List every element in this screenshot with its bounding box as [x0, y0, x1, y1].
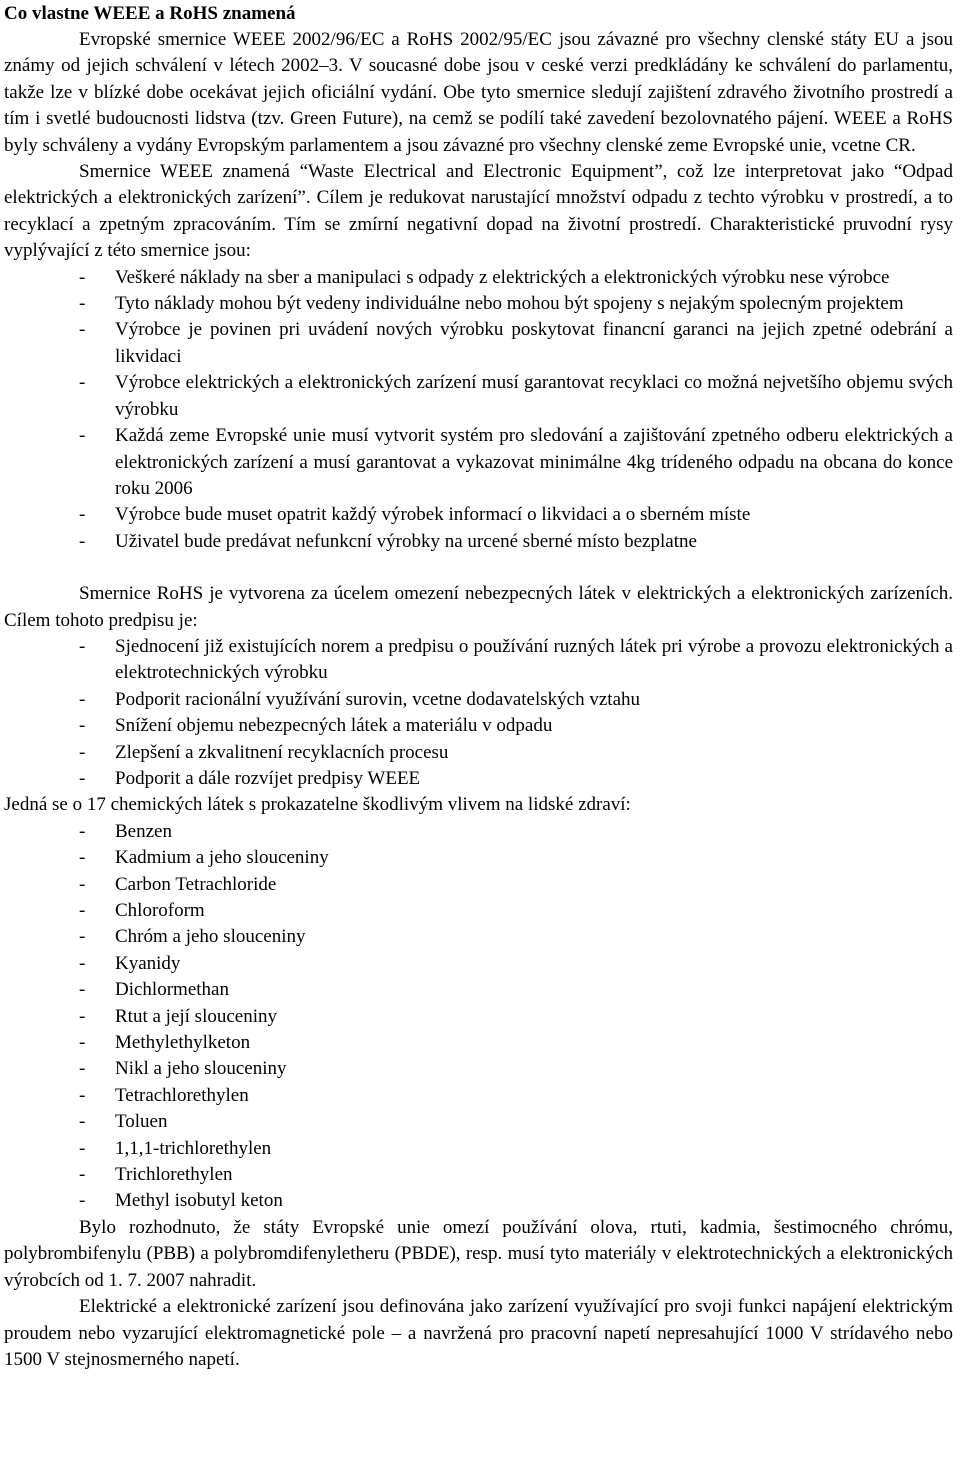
chemical-list-item [4, 1056, 953, 1082]
decision-paragraph: Bylo rozhodnuto, že státy Evropské unie omezí používání olova, rtuti, kadmia, šestimocného chrómu, polybrombifenylu (PBB) a polybromdifenyletheru (PBDE), resp. musí tyto materiály v elektrotechnických a elektronických výrobcích od 1. 7. 2007 nahradit. [4, 1216, 953, 1291]
weee-list-item [4, 291, 953, 317]
list-bullet: - [79, 688, 86, 710]
list-bullet: - [79, 504, 86, 526]
list-bullet: - [79, 873, 86, 895]
list-item-text: Podporit a dále rozvíjet predpisy WEEE [115, 767, 421, 789]
list-bullet: - [79, 425, 86, 447]
list-item-text: Každá zeme Evropské unie musí vytvorit systém pro sledování a zajištování zpetného odberu elektrických a elektronických zarízení a musí garantovat a vykazovat minimálne 4kg trídeného odpadu na obcana do konce roku 2006 [115, 425, 953, 499]
weee-list-item [4, 370, 953, 423]
chemical-list-item [4, 898, 953, 924]
document-title: Co vlastne WEEE a RoHS znamená [4, 3, 296, 24]
rohs-list-item [4, 766, 953, 792]
list-bullet: - [79, 741, 86, 763]
chemical-list-item [4, 1188, 953, 1214]
list-item-text: Zlepšení a zkvalitnení recyklacních procesu [115, 741, 449, 763]
list-bullet: - [79, 847, 86, 869]
list-item-text: Výrobce je povinen pri uvádení nových výrobku poskytovat financní garanci na jejich zpetné odebrání a likvidaci [115, 319, 953, 367]
weee-paragraph: Smernice WEEE znamená “Waste Electrical and Electronic Equipment”, což lze interpretovat jako “Odpad elektrických a elektronických zarízení”. Cílem je redukovat narustající množství odpadu z techto výrobku v prostredí, a to recyklací a zpetným zpracováním. Tím se zmírní negativní dopad na životní prostredí. Charakteristické pruvodní rysy vyplývající z této smernice jsou: [4, 161, 953, 262]
rohs-goals-list [4, 634, 953, 792]
list-bullet: - [79, 372, 86, 394]
chemical-list-item [4, 1083, 953, 1109]
list-bullet: - [79, 900, 86, 921]
list-item-text: Trichlorethylen [115, 1164, 233, 1186]
rohs-list-item [4, 687, 953, 713]
chemical-list-item [4, 872, 953, 898]
list-bullet: - [79, 952, 86, 974]
weee-list-item [4, 529, 953, 555]
weee-list-item [4, 423, 953, 502]
list-bullet: - [79, 266, 86, 288]
chemical-list-item [4, 1136, 953, 1162]
rohs-list-item [4, 634, 953, 687]
list-bullet: - [79, 1137, 86, 1159]
chemical-list-item [4, 924, 953, 950]
weee-list-item [4, 265, 953, 291]
chemicals-intro: Jedná se o 17 chemických látek s prokazatelne škodlivým vlivem na lidské zdraví: [4, 794, 631, 816]
list-bullet: - [79, 1058, 86, 1080]
chemicals-list [4, 819, 953, 1215]
list-bullet: - [79, 530, 86, 552]
list-item-text: Výrobce elektrických a elektronických zarízení musí garantovat recyklaci co možná nejvetšího objemu svých výrobku [115, 372, 953, 420]
list-bullet: - [79, 319, 86, 341]
rohs-paragraph: Smernice RoHS je vytvorena za úcelem omezení nebezpecných látek v elektrických a elektronických zarízeních. Cílem tohoto predpisu je: [4, 583, 953, 631]
list-bullet: - [79, 1111, 86, 1133]
chemical-list-item [4, 1162, 953, 1188]
rohs-list-item [4, 740, 953, 766]
list-item-text: Methylethylketon [115, 1032, 251, 1054]
list-bullet: - [79, 926, 86, 948]
list-bullet: - [79, 1032, 86, 1054]
list-item-text: Kadmium a jeho slouceniny [115, 847, 329, 869]
list-item-text: Benzen [115, 820, 172, 842]
chemical-list-item [4, 951, 953, 977]
list-bullet: - [79, 635, 86, 657]
weee-list-item [4, 317, 953, 370]
list-item-text: Chróm a jeho slouceniny [115, 926, 306, 948]
list-bullet: - [79, 715, 86, 737]
list-item-text: Nikl a jeho slouceniny [115, 1058, 287, 1080]
list-item-text: Chloroform [115, 900, 205, 921]
list-item-text: Veškeré náklady na sber a manipulaci s odpady z elektrických a elektronických výrobku nese výrobce [115, 266, 890, 288]
list-item-text: Sjednocení již existujících norem a predpisu o používání ruzných látek pri výrobe a provozu elektronických a elektrotechnických výrobku [115, 635, 953, 684]
list-item-text: Rtut a její slouceniny [115, 1005, 278, 1027]
list-item-text: Methyl isobutyl keton [115, 1190, 283, 1212]
chemical-list-item [4, 1109, 953, 1135]
list-bullet: - [79, 767, 86, 789]
intro-paragraph: Evropské smernice WEEE 2002/96/EC a RoHS 2002/95/EC jsou závazné pro všechny clenské státy EU a jsou známy od jejich schválení v létech 2002–3. V soucasné dobe jsou v ceské verzi predkládány ke schválení do parlamentu, takže lze v blízké dobe ocekávat jejich oficiální vydání. Obe tyto smernice sledují zajištení zdravého životního prostredí a tím i svetlé budoucnosti lidstva (tzv. Green Future), na cemž se podílí také zavedení bezolovnatého pájení. WEEE a RoHS byly schváleny a vydány Evropským parlamentem a jsou závazné pro všechny clenské zeme Evropské unie, vcetne CR. [4, 29, 953, 156]
chemical-list-item [4, 845, 953, 871]
list-item-text: Carbon Tetrachloride [115, 873, 277, 895]
list-item-text: Výrobce bude muset opatrit každý výrobek informací o likvidaci a o sberném míste [115, 504, 751, 526]
chemical-list-item [4, 1004, 953, 1030]
list-item-text: Tetrachlorethylen [115, 1084, 249, 1106]
list-bullet: - [79, 1190, 86, 1212]
list-item-text: 1,1,1-trichlorethylen [115, 1137, 272, 1159]
list-item-text: Kyanidy [115, 952, 181, 974]
list-item-text: Tyto náklady mohou být vedeny individuálne nebo mohou být spojeny s nejakým spolecným projektem [115, 293, 904, 315]
list-item-text: Snížení objemu nebezpecných látek a materiálu v odpadu [115, 715, 553, 737]
definition-paragraph: Elektrické a elektronické zarízení jsou definována jako zarízení využívající pro svoji funkci napájení elektrickým proudem nebo vyzarující elektromagnetické pole – a navržená pro pracovní napetí nepresahující 1000 V strídavého nebo 1500 V stejnosmerného napetí. [4, 1296, 953, 1370]
chemical-list-item [4, 1030, 953, 1056]
list-item-text: Uživatel bude predávat nefunkcní výrobky na urcené sberné místo bezplatne [115, 530, 697, 552]
chemical-list-item [4, 819, 953, 845]
weee-characteristics-list [4, 265, 953, 555]
list-item-text: Toluen [115, 1111, 168, 1133]
section-spacer [4, 555, 953, 581]
list-bullet: - [79, 1164, 86, 1186]
list-item-text: Podporit racionální využívání surovin, vcetne dodavatelských vztahu [115, 688, 640, 710]
list-bullet: - [79, 293, 86, 315]
list-item-text: Dichlormethan [115, 979, 229, 1001]
list-bullet: - [79, 820, 86, 842]
list-bullet: - [79, 1005, 86, 1027]
rohs-list-item [4, 713, 953, 739]
chemical-list-item [4, 977, 953, 1003]
list-bullet: - [79, 979, 86, 1001]
list-bullet: - [79, 1084, 86, 1106]
weee-list-item [4, 502, 953, 528]
